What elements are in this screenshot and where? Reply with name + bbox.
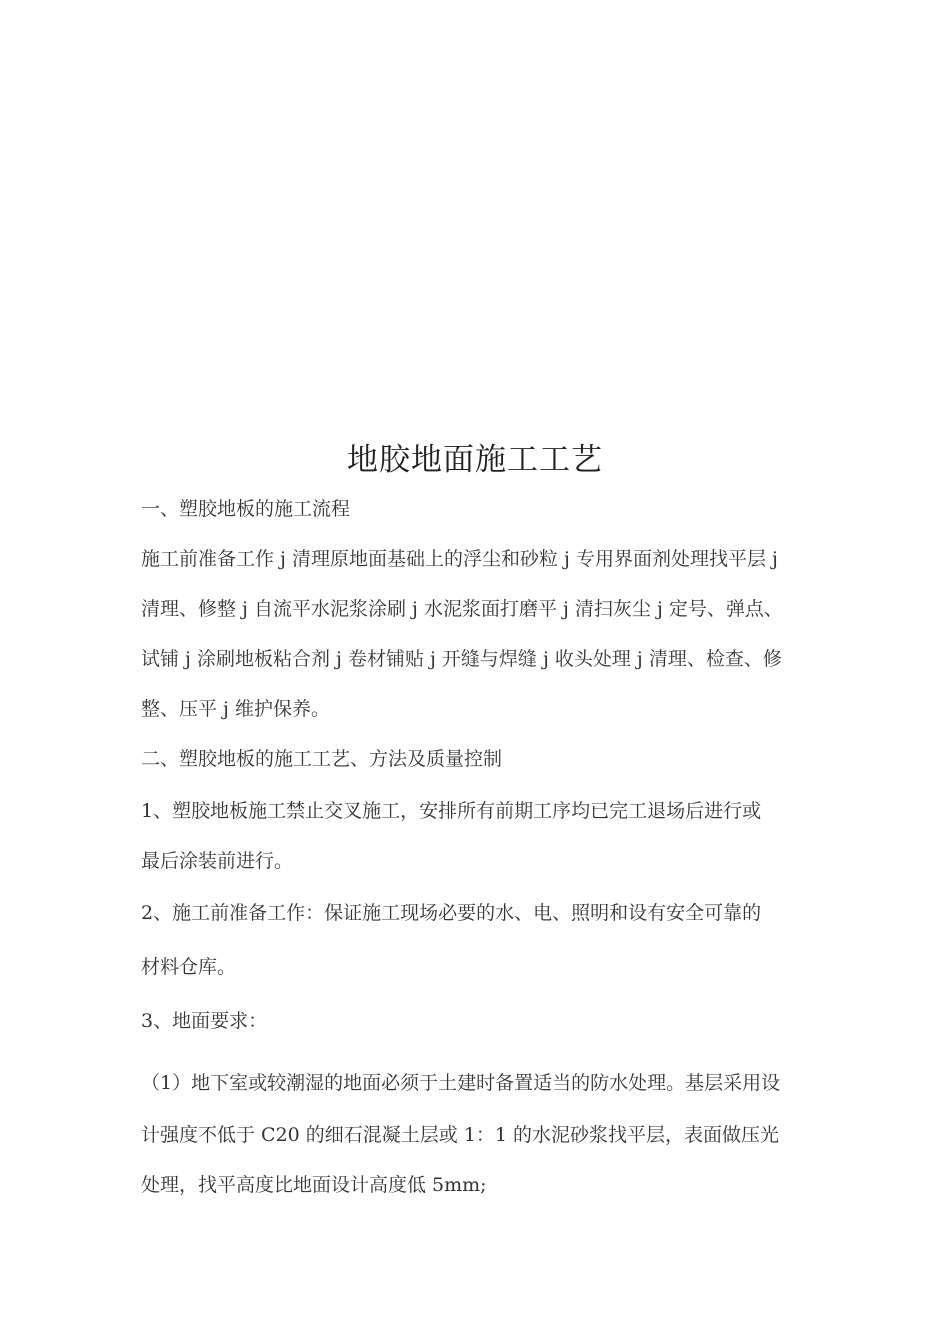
- paragraph-line: 计强度不低于 C20 的细石混凝土层或 1：1 的水泥砂浆找平层，表面做压光: [141, 1124, 780, 1146]
- section-heading-1: 一、塑胶地板的施工流程: [141, 498, 351, 520]
- paragraph-line: 材料仓库。: [141, 956, 237, 978]
- paragraph-line: （1）地下室或较潮湿的地面必须于土建时备置适当的防水处理。基层采用设: [141, 1072, 781, 1094]
- paragraph-line: 3、地面要求：: [141, 1010, 268, 1032]
- paragraph-line: 试铺 j 涂刷地板粘合剂 j 卷材铺贴 j 开缝与焊缝 j 收头处理 j 清理、检查、修: [141, 648, 782, 670]
- document-title: 地胶地面施工工艺: [347, 442, 603, 478]
- paragraph-line: 最后涂装前进行。: [141, 850, 294, 872]
- section-heading-2: 二、塑胶地板的施工工艺、方法及质量控制: [141, 748, 503, 770]
- paragraph-line: 整、压平 j 维护保养。: [141, 698, 330, 720]
- paragraph-line: 1、塑胶地板施工禁止交叉施工，安排所有前期工序均已完工退场后进行或: [141, 800, 762, 822]
- paragraph-line: 2、施工前准备工作：保证施工现场必要的水、电、照明和设有安全可靠的: [141, 902, 762, 924]
- paragraph-line: 施工前准备工作 j 清理原地面基础上的浮尘和砂粒 j 专用界面剂处理找平层 j: [141, 548, 778, 570]
- paragraph-line: 清理、修整 j 自流平水泥浆涂刷 j 水泥浆面打磨平 j 清扫灰尘 j 定号、弹点、: [141, 598, 783, 620]
- paragraph-line: 处理，找平高度比地面设计高度低 5mm;: [141, 1174, 487, 1196]
